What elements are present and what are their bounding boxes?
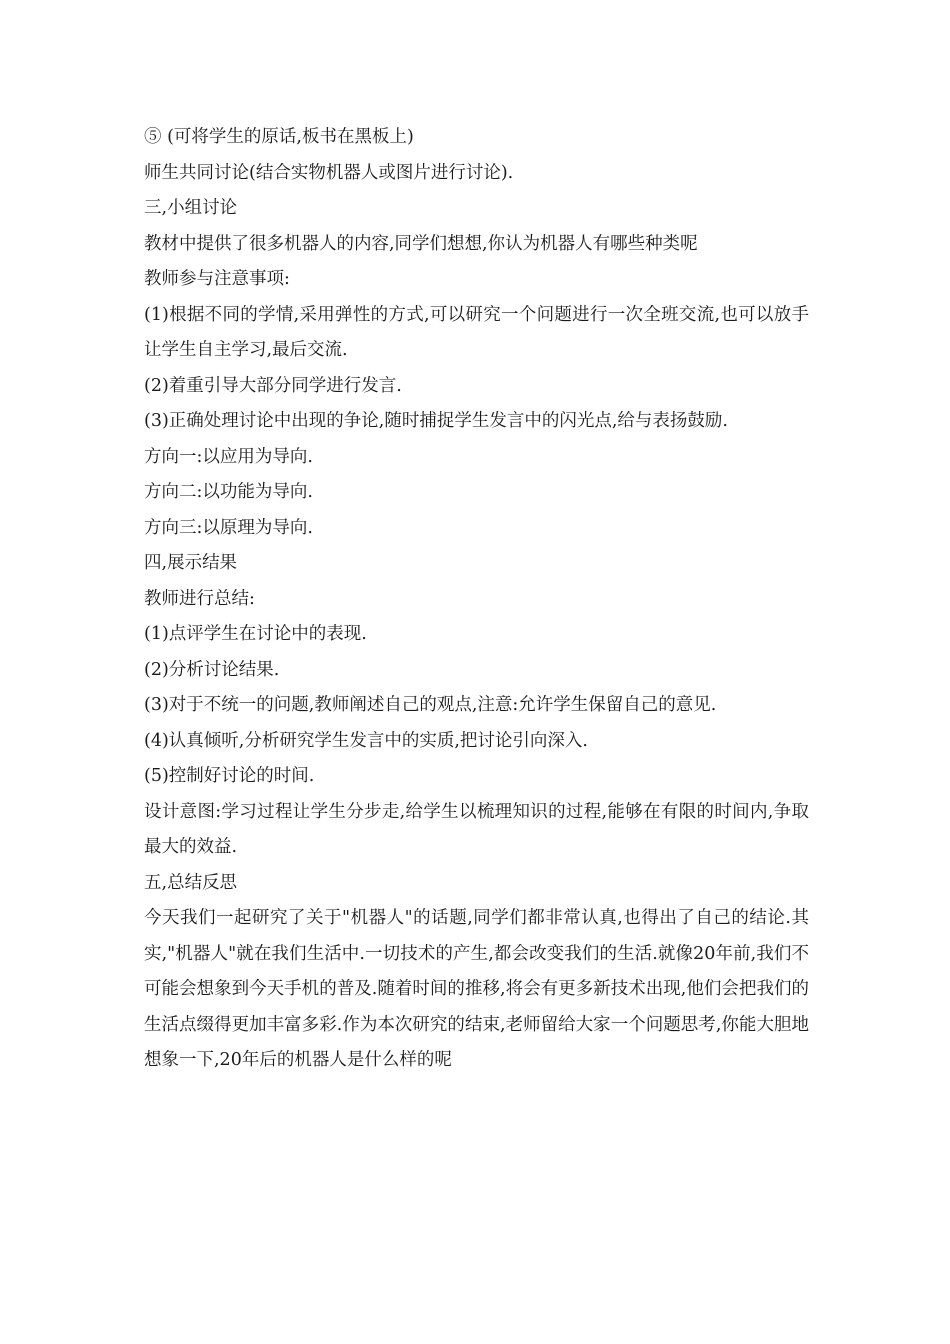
list-item-summary-1: (1)点评学生在讨论中的表现. (144, 624, 367, 644)
list-item-note-2: (2)着重引导大部分同学进行发言. (144, 375, 402, 396)
document-body (144, 120, 809, 1079)
heading-teacher-summary: 教师进行总结: (144, 588, 255, 609)
direction-3: 方向三:以原理为导向. (144, 517, 313, 538)
paragraph-step-5: ⑤ (可将学生的原话,板书在黑板上) (144, 127, 414, 147)
list-item-note-1: (1)根据不同的学情,采用弹性的方式,可以研究一个问题进行一次全班交流,也可以放手让学生自主学习,最后交流. (144, 304, 809, 360)
paragraph-closing: 今天我们一起研究了关于"机器人"的话题,同学们都非常认真,也得出了自己的结论.其实,"机器人"就在我们生活中.一切技术的产生,都会改变我们的生活.就像20年前,我们不可能会想象到今天手机的普及.随着时间的推移,将会有更多新技术出现,他们会把我们的生活点缀得更加丰富多彩.作为本次研究的结束,老师留给大家一个问题思考,你能大胆地想象一下,20年后的机器人是什么样的呢 (144, 908, 809, 1070)
paragraph-robot-types-question: 教材中提供了很多机器人的内容,同学们想想,你认为机器人有哪些种类呢 (144, 233, 698, 254)
list-item-summary-4: (4)认真倾听,分析研究学生发言中的实质,把讨论引向深入. (144, 730, 588, 751)
heading-summary-reflection: 五,总结反思 (144, 872, 238, 893)
heading-show-results: 四,展示结果 (144, 553, 238, 573)
list-item-summary-2: (2)分析讨论结果. (144, 659, 280, 680)
direction-2: 方向二:以功能为导向. (144, 482, 313, 502)
heading-group-discussion: 三,小组讨论 (144, 198, 238, 218)
list-item-summary-3: (3)对于不统一的问题,教师阐述自己的观点,注意:允许学生保留自己的意见. (144, 695, 717, 715)
paragraph-joint-discussion: 师生共同讨论(结合实物机器人或图片进行讨论). (144, 162, 514, 183)
paragraph-design-intent: 设计意图:学习过程让学生分步走,给学生以梳理知识的过程,能够在有限的时间内,争取最大的效益. (144, 801, 809, 857)
list-item-summary-5: (5)控制好讨论的时间. (144, 766, 315, 786)
heading-teacher-notes: 教师参与注意事项: (144, 269, 290, 289)
list-item-note-3: (3)正确处理讨论中出现的争论,随时捕捉学生发言中的闪光点,给与表扬鼓励. (144, 411, 728, 431)
direction-1: 方向一:以应用为导向. (144, 446, 313, 467)
